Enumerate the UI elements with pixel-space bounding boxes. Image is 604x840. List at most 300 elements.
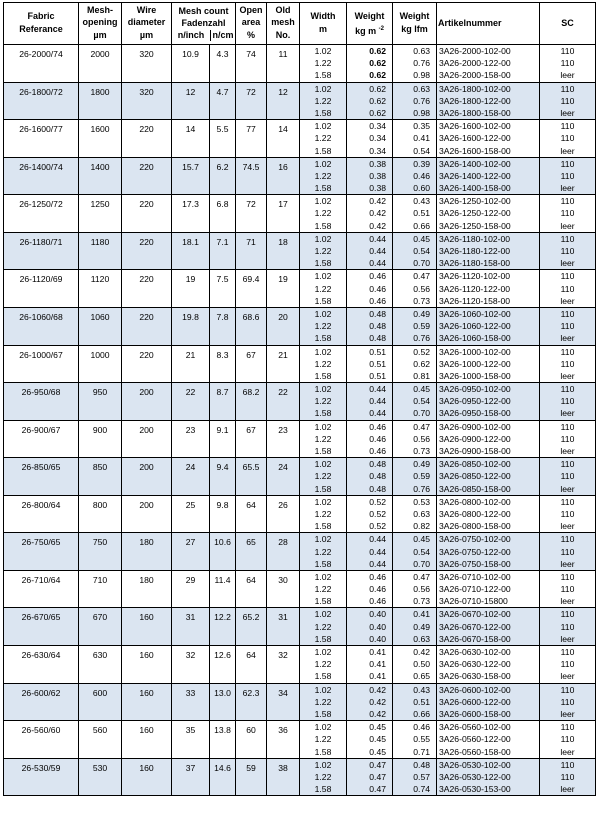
width-cell [300,270,347,308]
artikelnummer-cell [437,570,540,608]
artikelnummer: 3A26-0750-102-00 [439,534,511,545]
weight-m2-value: 0.62 [369,107,387,118]
width-value: 1.22 [314,433,332,444]
weight-m2-value: 0.52 [369,508,387,519]
weight-m2-value: 0.44 [369,246,387,256]
weight-lfm-value: 0.76 [413,483,431,494]
weight-lfm-value: 0.52 [413,346,431,357]
width-cell [300,45,347,83]
mesh-count-cm: 9.8 [210,495,236,533]
mesh-count-cm: 11.4 [210,570,236,608]
weight-m2-cell [347,120,393,158]
width-value: 1.02 [314,496,332,507]
artikelnummer: 3A26-1250-122-00 [439,208,511,219]
artikelnummer: 3A26-0950-158-00 [439,408,511,419]
weight-m2-value: 0.48 [369,321,387,332]
artikelnummer: 3A26-0530-153-00 [439,784,511,795]
weight-m2-cell [347,495,393,533]
mesh-count-cm: 7.1 [210,232,236,270]
wire-diameter: 320 [122,82,172,120]
weight-m2-value: 0.42 [369,684,387,695]
wire-diameter: 220 [122,157,172,195]
weight-lfm-value: 0.71 [413,746,431,757]
width-cell [300,420,347,458]
table-row [4,383,596,421]
sc-value: leer [560,633,575,644]
table-header-row [4,3,596,45]
artikelnummer: 3A26-1180-158-00 [439,258,511,269]
wire-diameter: 180 [122,570,172,608]
sc-value: leer [560,183,575,194]
sc-cell [540,157,596,195]
width-cell [300,383,347,421]
artikelnummer-cell [437,195,540,233]
weight-m2-value: 0.62 [369,95,387,106]
mesh-opening: 2000 [79,45,122,83]
mesh-opening: 630 [79,646,122,684]
fabric-reference: 26-1400/74 [4,157,79,195]
weight-lfm-value: 0.70 [413,408,431,419]
weight-lfm-cell [393,420,437,458]
mesh-count-inch: 33 [172,683,210,721]
header-open-area: Open area % [236,3,267,45]
sc-value: 110 [560,133,575,144]
sc-value: 110 [560,459,575,470]
weight-lfm-cell [393,82,437,120]
sc-value: 110 [560,384,575,395]
weight-lfm-value: 0.66 [413,220,431,231]
open-area: 68.6 [236,307,267,345]
artikelnummer: 3A26-0630-102-00 [439,647,511,657]
weight-m2-value: 0.44 [369,558,387,569]
wire-diameter: 160 [122,758,172,796]
sc-value: 110 [560,396,575,407]
fabric-reference: 26-750/65 [4,533,79,571]
width-value: 1.02 [314,609,332,620]
fabric-reference: 26-630/64 [4,646,79,684]
artikelnummer: 3A26-1800-158-00 [439,107,511,118]
mesh-count-cm: 10.6 [210,533,236,571]
artikelnummer-cell [437,458,540,496]
mesh-opening: 600 [79,683,122,721]
table-row [4,683,596,721]
artikelnummer: 3A26-1060-102-00 [439,308,511,319]
fabric-reference: 26-530/59 [4,758,79,796]
artikelnummer: 3A26-1400-122-00 [439,170,511,181]
sc-value: 110 [560,283,575,294]
sc-value: leer [560,446,575,456]
width-value: 1.02 [314,346,332,357]
fabric-reference: 26-1000/67 [4,345,79,383]
mesh-count-cm: 8.3 [210,345,236,383]
width-cell [300,120,347,158]
sc-value: 110 [560,684,575,695]
width-value: 1.22 [314,659,332,670]
weight-lfm-value: 0.47 [413,421,431,432]
table-row [4,758,596,796]
wire-diameter: 320 [122,45,172,83]
artikelnummer: 3A26-0560-122-00 [439,734,511,745]
weight-lfm-value: 0.76 [413,333,431,344]
sc-value: 110 [560,609,575,620]
mesh-count-cm: 9.4 [210,458,236,496]
sc-value: 110 [560,58,575,69]
sc-value: 110 [560,421,575,432]
width-cell [300,608,347,646]
weight-lfm-value: 0.54 [413,546,431,557]
weight-lfm-cell [393,383,437,421]
wire-diameter: 200 [122,383,172,421]
width-cell [300,495,347,533]
weight-lfm-cell [393,646,437,684]
wire-diameter: 220 [122,307,172,345]
weight-m2-value: 0.62 [369,58,387,69]
wire-diameter: 160 [122,608,172,646]
sc-value: leer [560,145,575,156]
fabric-reference: 26-710/64 [4,570,79,608]
old-mesh-no: 26 [267,495,300,533]
sc-value: 110 [560,647,575,657]
fabric-reference: 26-560/60 [4,721,79,759]
weight-lfm-value: 0.98 [413,70,431,81]
weight-m2-cell [347,758,393,796]
sc-cell [540,345,596,383]
open-area: 74.5 [236,157,267,195]
weight-lfm-value: 0.66 [413,708,431,719]
artikelnummer-cell [437,157,540,195]
header-weight-m2: Weight kg m $^{-2}$ [347,3,393,45]
weight-lfm-cell [393,495,437,533]
width-value: 1.02 [314,421,332,432]
fabric-reference: 26-1120/69 [4,270,79,308]
width-value: 1.22 [314,321,332,332]
width-value: 1.22 [314,58,332,69]
artikelnummer: 3A26-1600-158-00 [439,145,511,156]
weight-lfm-value: 0.39 [413,158,431,169]
table-row [4,82,596,120]
weight-m2-value: 0.34 [369,121,387,132]
sc-value: 110 [560,696,575,707]
sc-value: 110 [560,170,575,181]
old-mesh-no: 18 [267,232,300,270]
sc-value: leer [560,370,575,381]
open-area: 74 [236,45,267,83]
weight-lfm-value: 0.70 [413,558,431,569]
artikelnummer: 3A26-1180-122-00 [439,246,511,256]
old-mesh-no: 32 [267,646,300,684]
sc-value: leer [560,107,575,118]
sc-cell [540,420,596,458]
artikelnummer: 3A26-1000-102-00 [439,346,511,357]
mesh-count-cm: 5.5 [210,120,236,158]
weight-m2-value: 0.46 [369,446,387,456]
artikelnummer: 3A26-1250-102-00 [439,196,511,207]
mesh-count-cm: 12.2 [210,608,236,646]
weight-m2-value: 0.44 [369,384,387,395]
sc-value: leer [560,596,575,607]
artikelnummer: 3A26-0800-158-00 [439,521,511,532]
old-mesh-no: 12 [267,82,300,120]
old-mesh-no: 38 [267,758,300,796]
artikelnummer-cell [437,608,540,646]
artikelnummer: 3A26-1000-158-00 [439,370,511,381]
old-mesh-no: 24 [267,458,300,496]
width-value: 1.02 [314,121,332,132]
mesh-count-inch: 12 [172,82,210,120]
width-cell [300,683,347,721]
width-value: 1.02 [314,684,332,695]
open-area: 64 [236,646,267,684]
sc-value: 110 [560,734,575,745]
width-value: 1.58 [314,596,332,607]
mesh-count-cm: 4.3 [210,45,236,83]
mesh-opening: 710 [79,570,122,608]
artikelnummer-cell [437,533,540,571]
weight-m2-value: 0.62 [369,83,387,94]
table-row [4,533,596,571]
sc-cell [540,120,596,158]
weight-m2-value: 0.40 [369,609,387,620]
width-value: 1.02 [314,534,332,545]
width-cell [300,157,347,195]
artikelnummer: 3A26-0850-158-00 [439,483,511,494]
width-value: 1.22 [314,208,332,219]
sc-cell [540,758,596,796]
weight-lfm-value: 0.45 [413,384,431,395]
weight-m2-cell [347,45,393,83]
open-area: 65.5 [236,458,267,496]
artikelnummer: 3A26-0850-122-00 [439,471,511,482]
artikelnummer-cell [437,345,540,383]
sc-cell [540,570,596,608]
mesh-opening: 900 [79,420,122,458]
weight-lfm-value: 0.56 [413,433,431,444]
table-row [4,420,596,458]
width-value: 1.58 [314,183,332,194]
weight-m2-value: 0.44 [369,534,387,545]
wire-diameter: 220 [122,270,172,308]
weight-m2-value: 0.45 [369,722,387,733]
weight-lfm-value: 0.51 [413,208,431,219]
mesh-opening: 1600 [79,120,122,158]
artikelnummer-cell [437,683,540,721]
width-value: 1.58 [314,633,332,644]
width-value: 1.02 [314,459,332,470]
weight-m2-cell [347,270,393,308]
sc-value: 110 [560,121,575,132]
header-fabric: Fabric Referance [4,3,79,45]
table-row [4,608,596,646]
width-value: 1.02 [314,233,332,244]
weight-m2-value: 0.46 [369,283,387,294]
header-old-mesh: Old mesh No. [267,3,300,45]
open-area: 72 [236,195,267,233]
width-value: 1.02 [314,722,332,733]
mesh-count-cm: 7.5 [210,270,236,308]
wire-diameter: 200 [122,420,172,458]
weight-lfm-value: 0.45 [413,233,431,244]
open-area: 67 [236,420,267,458]
artikelnummer: 3A26-1600-102-00 [439,121,511,132]
weight-lfm-cell [393,195,437,233]
weight-m2-cell [347,157,393,195]
fabric-reference: 26-1600/77 [4,120,79,158]
artikelnummer: 3A26-0530-122-00 [439,771,511,782]
artikelnummer-cell [437,646,540,684]
sc-value: leer [560,521,575,532]
old-mesh-no: 17 [267,195,300,233]
sc-value: 110 [560,271,575,282]
mesh-count-inch: 21 [172,345,210,383]
width-value: 1.02 [314,271,332,282]
weight-lfm-value: 0.57 [413,771,431,782]
sc-cell [540,683,596,721]
width-cell [300,232,347,270]
width-value: 1.02 [314,308,332,319]
sc-value: 110 [560,46,575,56]
weight-lfm-value: 0.56 [413,283,431,294]
fabric-reference: 26-900/67 [4,420,79,458]
weight-m2-value: 0.46 [369,433,387,444]
width-value: 1.58 [314,258,332,269]
weight-lfm-value: 0.73 [413,295,431,306]
weight-lfm-cell [393,270,437,308]
weight-m2-value: 0.38 [369,170,387,181]
width-value: 1.22 [314,95,332,106]
mesh-count-cm: 13.8 [210,721,236,759]
mesh-count-inch: 15.7 [172,157,210,195]
weight-m2-cell [347,82,393,120]
artikelnummer: 3A26-0950-102-00 [439,384,511,395]
wire-diameter: 220 [122,345,172,383]
artikelnummer: 3A26-0710-122-00 [439,584,511,595]
weight-m2-value: 0.44 [369,396,387,407]
mesh-count-cm: 6.2 [210,157,236,195]
header-sc: SC [540,3,596,45]
fabric-reference: 26-950/68 [4,383,79,421]
table-row [4,157,596,195]
mesh-opening: 530 [79,758,122,796]
sc-value: leer [560,295,575,306]
weight-lfm-value: 0.76 [413,95,431,106]
artikelnummer-cell [437,383,540,421]
weight-m2-cell [347,608,393,646]
artikelnummer: 3A26-2000-122-00 [439,58,511,69]
artikelnummer: 3A26-0900-102-00 [439,421,511,432]
mesh-opening: 560 [79,721,122,759]
weight-m2-cell [347,345,393,383]
artikelnummer: 3A26-0600-122-00 [439,696,511,707]
mesh-opening: 800 [79,495,122,533]
artikelnummer: 3A26-0600-102-00 [439,684,511,695]
sc-value: leer [560,258,575,269]
artikelnummer: 3A26-1120-122-00 [439,283,511,294]
mesh-opening: 1800 [79,82,122,120]
wire-diameter: 220 [122,232,172,270]
artikelnummer: 3A26-0670-158-00 [439,633,511,644]
mesh-opening: 1060 [79,307,122,345]
sc-value: 110 [560,771,575,782]
open-area: 67 [236,345,267,383]
width-cell [300,195,347,233]
header-mesh-count: Mesh count Fadenzahl n/inch n/cm [172,3,236,45]
table-row [4,721,596,759]
weight-lfm-value: 0.63 [413,508,431,519]
width-value: 1.22 [314,246,332,256]
width-value: 1.02 [314,196,332,207]
artikelnummer: 3A26-1000-122-00 [439,358,511,369]
weight-m2-cell [347,683,393,721]
weight-m2-value: 0.44 [369,408,387,419]
weight-m2-cell [347,383,393,421]
weight-m2-value: 0.47 [369,771,387,782]
artikelnummer: 3A26-0560-102-00 [439,722,511,733]
mesh-count-cm: 9.1 [210,420,236,458]
weight-m2-cell [347,646,393,684]
sc-value: 110 [560,346,575,357]
wire-diameter: 220 [122,195,172,233]
artikelnummer: 3A26-1800-122-00 [439,95,511,106]
weight-m2-value: 0.51 [369,358,387,369]
sc-cell [540,458,596,496]
open-area: 64 [236,570,267,608]
weight-lfm-value: 0.76 [413,58,431,69]
width-value: 1.22 [314,584,332,595]
sc-value: 110 [560,321,575,332]
sc-value: leer [560,70,575,81]
mesh-opening: 1180 [79,232,122,270]
weight-lfm-cell [393,721,437,759]
weight-lfm-value: 0.48 [413,759,431,770]
mesh-opening: 850 [79,458,122,496]
artikelnummer: 3A26-0850-102-00 [439,459,511,470]
artikelnummer: 3A26-0950-122-00 [439,396,511,407]
artikelnummer-cell [437,307,540,345]
weight-m2-value: 0.41 [369,647,387,657]
weight-lfm-cell [393,157,437,195]
width-value: 1.02 [314,83,332,94]
artikelnummer: 3A26-0560-158-00 [439,746,511,757]
weight-lfm-value: 0.46 [413,170,431,181]
artikelnummer: 3A26-1250-158-00 [439,220,511,231]
artikelnummer: 3A26-2000-102-00 [439,46,511,56]
mesh-count-cm: 6.8 [210,195,236,233]
artikelnummer: 3A26-0530-102-00 [439,759,511,770]
artikelnummer: 3A26-0800-122-00 [439,508,511,519]
weight-m2-cell [347,458,393,496]
weight-lfm-value: 0.70 [413,258,431,269]
width-value: 1.58 [314,408,332,419]
weight-lfm-value: 0.41 [413,609,431,620]
width-value: 1.02 [314,571,332,582]
mesh-count-cm: 13.0 [210,683,236,721]
width-value: 1.58 [314,145,332,156]
sc-value: leer [560,333,575,344]
weight-m2-value: 0.38 [369,158,387,169]
weight-lfm-value: 0.63 [413,83,431,94]
width-value: 1.22 [314,133,332,144]
mesh-count-inch: 32 [172,646,210,684]
sc-value: 110 [560,196,575,207]
weight-lfm-value: 0.43 [413,684,431,695]
weight-lfm-cell [393,307,437,345]
mesh-count-inch: 19 [172,270,210,308]
weight-lfm-value: 0.47 [413,571,431,582]
open-area: 68.2 [236,383,267,421]
artikelnummer: 3A26-0630-122-00 [439,659,511,670]
weight-lfm-value: 0.63 [413,46,431,56]
weight-m2-value: 0.44 [369,546,387,557]
